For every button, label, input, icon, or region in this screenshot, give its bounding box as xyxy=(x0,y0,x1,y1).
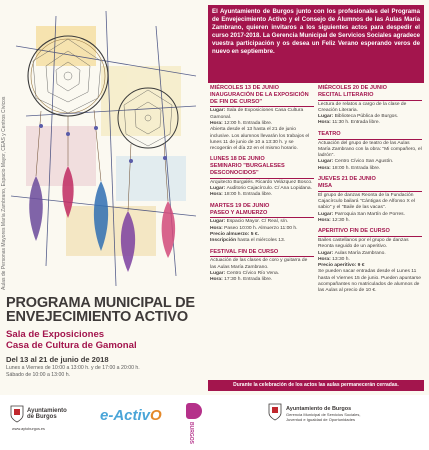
event-detail-label: Lugar: xyxy=(318,250,335,256)
events-column-right xyxy=(318,85,422,299)
event-detail xyxy=(210,108,314,121)
event-date: MIÉRCOLES 20 DE JUNIO xyxy=(318,85,388,91)
event-detail-value: Paseo 10:00 h. Almuerzo 11:00 h. xyxy=(224,225,298,231)
event-detail xyxy=(318,102,422,115)
event-detail xyxy=(318,218,422,224)
event-detail-value: hasta el miércoles 13. xyxy=(237,238,286,244)
event-name: APERITIVO FIN DE CURSO xyxy=(318,228,422,237)
event-name: SEMINARIO "BURGALESES DESCONOCIDOS" xyxy=(210,163,314,179)
event-detail-label: Hora: xyxy=(318,217,333,223)
event-name: INAUGURACIÓN DE LA EXPOSICIÓN DE FIN DE CURSO" xyxy=(210,92,314,108)
event-detail xyxy=(318,166,422,172)
gerencia-line1: Ayuntamiento de Burgos xyxy=(286,406,352,412)
program-title xyxy=(6,296,202,324)
event-detail-value: El grupo de danzas Reonta de la Fundación Cajacírculo bailará "Cántigas de Alfonso X el sabio" y el "Baile de las vacas". xyxy=(318,192,415,211)
event-detail xyxy=(210,238,314,244)
event-detail-value: 18:00 h. Entrada libre. xyxy=(332,165,381,171)
burgos-brand-icon xyxy=(186,403,202,419)
event-detail-value: Espacio Mayor. C/ Real, s/n. xyxy=(226,219,289,225)
event-detail-label: Inscripción xyxy=(210,238,238,244)
event-name: RECITAL LITERARIO xyxy=(318,92,422,101)
event-detail-value: 13:30 h. xyxy=(332,256,350,262)
event-item xyxy=(210,249,314,284)
event-detail xyxy=(210,192,314,198)
closure-banner: Durante la celebración de los actos las aulas permanecerán cerradas. xyxy=(208,380,424,391)
event-detail-value: Biblioteca Pública de Burgos. xyxy=(334,114,399,120)
city-shield-icon xyxy=(10,405,24,423)
ayto-logo-line1: Ayuntamiento xyxy=(27,408,67,414)
event-item xyxy=(318,228,422,294)
ayto-logo-text xyxy=(27,408,67,420)
event-detail xyxy=(318,269,422,294)
ayto-logo-line2: de Burgos xyxy=(27,414,57,420)
ayto-url: www.aytoburgos.es xyxy=(12,427,45,431)
burgos-brand-text: BURGOS xyxy=(188,422,194,444)
opening-hours xyxy=(6,365,140,380)
venue-line1: Sala de Exposiciones xyxy=(6,329,105,340)
event-detail xyxy=(318,141,422,160)
event-detail-value: 12:00 h. Entrada libre. xyxy=(224,120,273,126)
event-detail-value: 18:00 h. Entrada libre. xyxy=(224,192,273,198)
event-item xyxy=(318,85,422,127)
event-detail-label: Lugar: xyxy=(318,211,335,217)
event-detail-label: Lugar: xyxy=(210,219,227,225)
event-detail-value: Lectura de relatos a cargo de la clase de Creación Literaria. xyxy=(318,101,407,113)
event-date: JUEVES 21 DE JUNIO xyxy=(318,176,376,183)
intro-text: El Ayuntamiento de Burgos junto con los profesionales del Programa de Envejecimiento Activo y el Consejo de Alumnos de las Aulas María Zambrano, quieren invitaros a los siguientes actos para despedir el curso 2017-2018. La Gerencia Municipal de Servicios Sociales agradece vuestra participación y os desea un Feliz Verano esperando veros de nuevo en septiembre. xyxy=(208,5,424,83)
gerencia-line2: Gerencia Municipal de Servicios Sociales, xyxy=(286,412,361,417)
event-detail-label: Hora: xyxy=(318,256,333,262)
event-detail-label: Lugar: xyxy=(210,270,227,276)
event-detail-value: 12:30 h. xyxy=(332,217,350,223)
event-detail-value: 17:30 h. Entrada libre. xyxy=(224,277,273,283)
event-name: PASEO Y ALMUERZO xyxy=(210,210,314,219)
eactivo-logo xyxy=(100,407,162,424)
event-detail xyxy=(210,258,314,271)
side-caption: Aulas de Personas Mayores María Zambrano, Espacio Mayor, CEAS y Centros Cívicos xyxy=(1,96,7,290)
event-detail-label: Lugar: xyxy=(210,186,227,192)
event-detail-label: Lugar: xyxy=(318,159,335,165)
event-detail-label: Hora: xyxy=(318,120,333,126)
event-detail-value: Se pueden sacar entradas desde el Lunes 11 hasta el Viernes 15 de junio. Pueden apuntarse acompañantes no matriculados de alumnos de las Aulas al precio de 10 €. xyxy=(318,269,421,294)
event-date: MIÉRCOLES 13 DE JUNIO xyxy=(210,85,280,91)
event-detail-value: 11:30 h. Entrada libre. xyxy=(332,120,380,126)
events-column-left xyxy=(210,85,314,288)
gerencia-logo-text xyxy=(286,406,360,422)
footer-logos xyxy=(0,395,429,450)
event-item xyxy=(318,131,422,172)
hours-line1: Lunes a Viernes de 10:00 a 13:00 h. y de 17:00 a 20:00 h. xyxy=(6,365,140,371)
gerencia-line3: Juventud e Igualdad de Oportunidades xyxy=(286,417,355,422)
event-detail-value: Actuación de las clases de coro y guitarra de las Aulas María Zambrano. xyxy=(210,258,308,270)
event-detail-label: Hora: xyxy=(318,165,333,171)
event-item xyxy=(210,85,314,152)
program-title-line2: ENVEJECIMIENTO ACTIVO xyxy=(6,309,188,325)
event-name: FESTIVAL FIN DE CURSO xyxy=(210,249,314,258)
event-detail-value: Actuación del grupo de teatro de las Aulas María Zambrano con la obra: "Mi compañero, el ladrón". xyxy=(318,140,422,159)
event-item xyxy=(210,203,314,245)
event-detail-label: Hora: xyxy=(210,192,225,198)
event-item xyxy=(210,156,314,198)
event-detail-value: Sala de Exposiciones Casa Cultura Gamonal. xyxy=(210,108,304,120)
event-detail-value: Parroquia San Martín de Porres. xyxy=(334,211,405,217)
event-detail-value: Aulas María Zambrano. xyxy=(334,250,386,256)
exhibition-dates: Del 13 al 21 de junio de 2018 xyxy=(6,355,109,364)
event-item xyxy=(318,176,422,224)
event-name: TEATRO xyxy=(318,131,422,140)
event-detail-label: Precio almuerzo: 5 €. xyxy=(210,231,259,237)
venue xyxy=(6,329,206,351)
venue-line2: Casa de Cultura de Gamonal xyxy=(6,340,137,351)
event-detail xyxy=(318,193,422,212)
eactivo-o: O xyxy=(150,407,162,424)
event-detail-value: Bailes castellanos por el grupo de danzas Reonta seguido de un aperitivo. xyxy=(318,237,409,250)
eactivo-text: e-Activ xyxy=(100,407,151,424)
event-date: LUNES 18 DE JUNIO xyxy=(210,156,265,163)
gerencia-shield-icon xyxy=(268,403,282,421)
event-detail-label: Lugar: xyxy=(318,114,335,120)
event-detail-label: Hora: xyxy=(210,120,225,126)
event-detail-label: Precio aperitivo: 9 € xyxy=(318,263,365,269)
event-detail-value: Abierta desde el 13 hasta el 21 de junio inclusive. Los alumnos llevarán los trabajos el lunes 11 de junio de 10 a 13:30 h. y se recogerán el día 22 en el mismo horario. xyxy=(210,127,310,152)
event-name: MISA xyxy=(318,183,422,192)
event-detail-label: Hora: xyxy=(210,225,225,231)
event-detail-label: Lugar: xyxy=(210,108,227,114)
hours-line2: Sábado de 10:00 a 13:00 h. xyxy=(6,372,71,379)
program-title-line1: PROGRAMA MUNICIPAL DE xyxy=(6,295,195,311)
event-detail-value: Arquitecto Burgalés. Ricardo Velázquez Bosco. xyxy=(210,179,313,185)
event-date: MARTES 19 DE JUNIO xyxy=(210,202,270,209)
event-detail xyxy=(210,127,314,152)
event-detail-value: Auditorio Cajacírculo. C/ Ana Lopidana. xyxy=(226,186,312,192)
event-detail xyxy=(210,277,314,283)
event-detail-label: Hora: xyxy=(210,277,225,283)
event-detail-value: Centro Cívico San Agustín. xyxy=(334,159,394,165)
event-detail xyxy=(318,120,422,126)
event-detail xyxy=(318,238,422,251)
event-detail-value: Centro Cívico Río Vena. xyxy=(226,270,280,276)
dreamcatcher-illustration xyxy=(6,6,202,294)
